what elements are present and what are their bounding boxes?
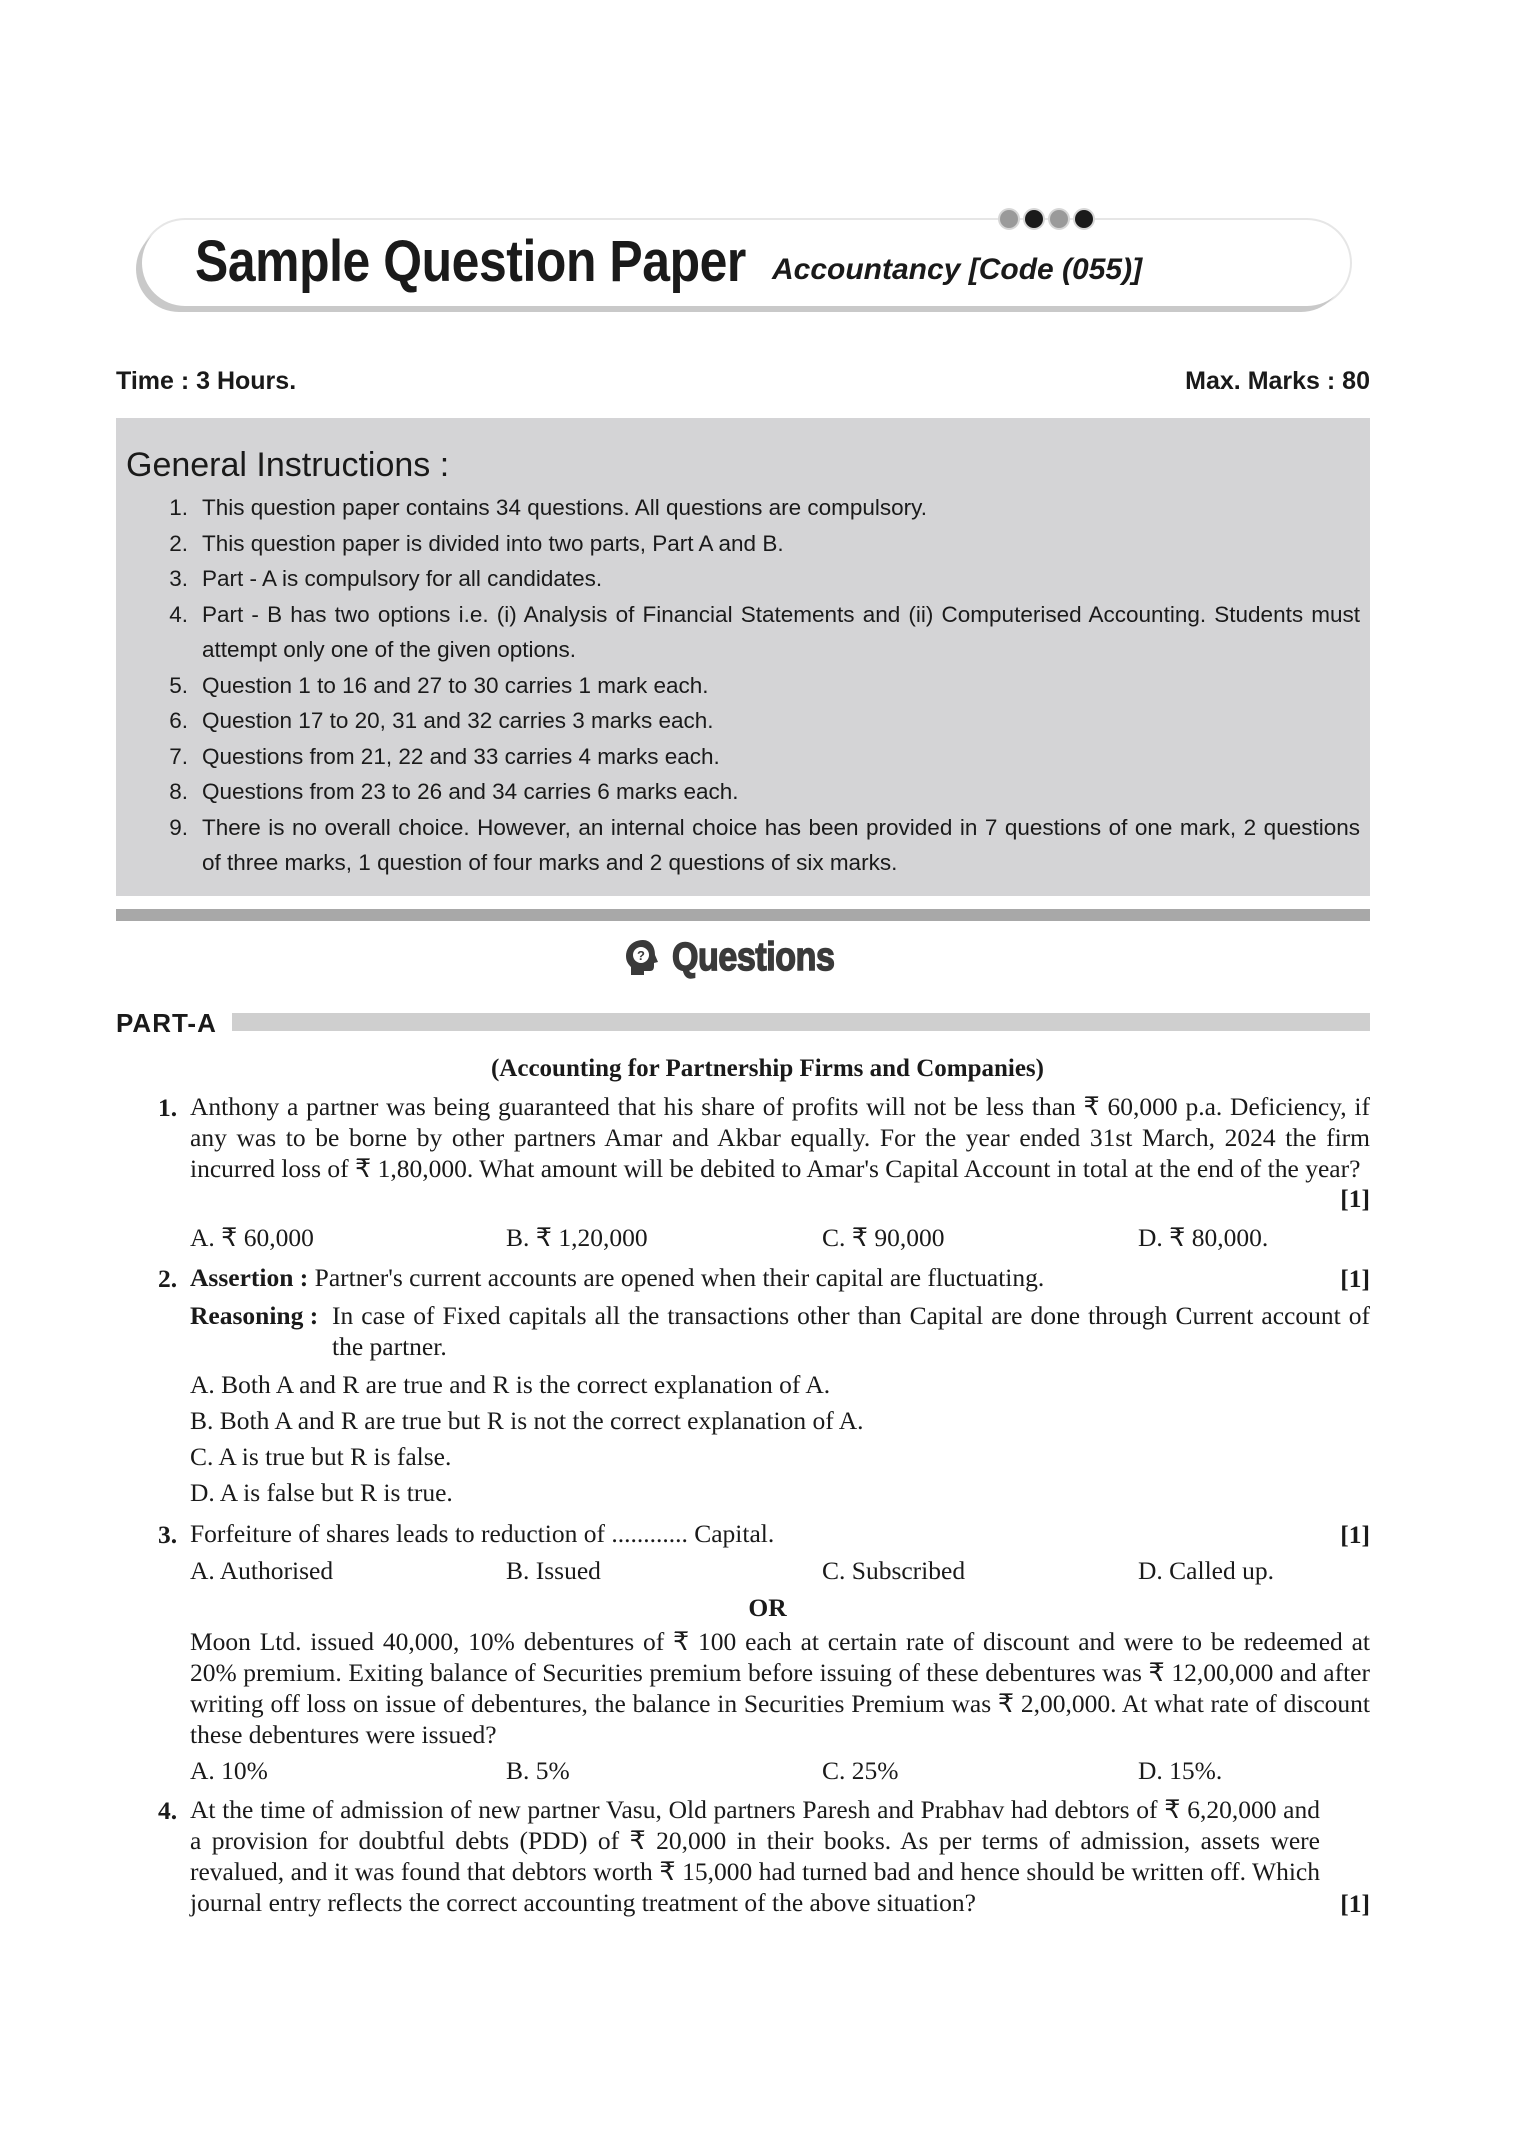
question-number: 2.: [158, 1264, 178, 1293]
banner-dots: [1000, 210, 1093, 228]
option-a: A. ₹ 60,000: [190, 1223, 314, 1252]
alternate-question-text: Moon Ltd. issued 40,000, 10% debentures of ₹ 100 each at certain rate of discount and were to be redeemed at 20% premium. Exiting balance of Securities premium before issuing of these debentures was ₹ 12,00,000 and after writing off loss on issue of debentures, the balance in Securities Premium was ₹ 2,00,000. At what rate of discount these debentures were issued?: [190, 1627, 1370, 1749]
part-a-label: PART-A: [116, 1008, 217, 1038]
question-mark: [1]: [1340, 1889, 1370, 1918]
questions-heading: [622, 935, 863, 980]
head-question-icon: [622, 937, 664, 979]
reasoning: In case of Fixed capitals all the transactions other than Capital are done through Current account of the partner.: [332, 1301, 1370, 1361]
reasoning-label: Reasoning :: [190, 1301, 319, 1330]
max-marks-label: Max. Marks : 80: [1185, 367, 1370, 395]
dot-icon: [1025, 210, 1043, 228]
page-subtitle: Accountancy [Code (055)]: [772, 253, 1143, 286]
option-d: D. ₹ 80,000.: [1138, 1223, 1269, 1252]
option-c: C. 25%: [822, 1756, 899, 1785]
list-item: 2. This question paper is divided into two parts, Part A and B.: [169, 530, 784, 556]
assertion: Assertion : Partner's current accounts are opened when their capital are fluctuating.: [190, 1263, 1045, 1292]
option-a: A. 10%: [190, 1756, 268, 1785]
option-b: B. Issued: [506, 1556, 601, 1585]
or-separator: OR: [748, 1593, 787, 1622]
list-item: 5. Question 1 to 16 and 27 to 30 carries 1 mark each.: [169, 672, 709, 698]
svg-text:?: ?: [637, 947, 645, 963]
section-heading: (Accounting for Partnership Firms and Companies): [490, 1055, 1044, 1082]
option-a: A. Both A and R are true and R is the correct explanation of A.: [190, 1370, 831, 1399]
option-c: C. Subscribed: [822, 1556, 966, 1585]
option-b: B. 5%: [506, 1756, 570, 1785]
list-item: 7. Questions from 21, 22 and 33 carries 4 marks each.: [169, 743, 720, 769]
list-item: 1. This question paper contains 34 questions. All questions are compulsory.: [169, 495, 927, 520]
question-text: Anthony a partner was being guaranteed that his share of profits will not be less than ₹ 60,000 p.a. Deficiency, if any was to be borne by other partners Amar and Akbar equally. For the year ended 31st March, 2024 the firm incurred loss of ₹ 1,80,000. What amount will be debited to Amar's Capital Account in total at the end of the year?: [190, 1092, 1370, 1183]
question-number: 3.: [158, 1520, 178, 1549]
dot-icon: [1050, 210, 1068, 228]
dot-icon: [1000, 210, 1018, 228]
question-mark: [1]: [1340, 1184, 1370, 1213]
divider: [116, 909, 1370, 921]
part-divider: [232, 1013, 1370, 1031]
option-b: B. Both A and R are true but R is not the correct explanation of A.: [190, 1406, 864, 1435]
instructions-list: [140, 490, 1360, 881]
list-item: 3. Part - A is compulsory for all candidates.: [169, 566, 603, 591]
list-item: 4. Part - B has two options i.e. (i) Analysis of Financial Statements and (ii) Computerised Accounting. Students must attempt only one of the given options.: [169, 601, 1360, 662]
option-d: D. Called up.: [1138, 1556, 1274, 1585]
page-title: Sample Question Paper: [195, 229, 746, 294]
questions-title: Questions: [672, 935, 835, 979]
list-item: 8. Questions from 23 to 26 and 34 carries 6 marks each.: [169, 779, 739, 804]
time-label: Time : 3 Hours.: [116, 367, 297, 395]
question-text: Forfeiture of shares leads to reduction of ............ Capital.: [190, 1519, 775, 1548]
list-item: 9. There is no overall choice. However, an internal choice has been provided in 7 questions of one mark, 2 questions of three marks, 1 question of four marks and 2 questions of six marks.: [169, 814, 1360, 875]
option-c: C. A is true but R is false.: [190, 1442, 452, 1471]
option-d: D. A is false but R is true.: [190, 1478, 453, 1507]
option-b: B. ₹ 1,20,000: [506, 1223, 648, 1252]
question-mark: [1]: [1340, 1264, 1370, 1293]
instructions-heading: General Instructions :: [126, 446, 450, 484]
dot-icon: [1075, 210, 1093, 228]
question-mark: [1]: [1340, 1520, 1370, 1549]
question-number: 4.: [158, 1796, 178, 1825]
question-number: 1.: [158, 1093, 178, 1122]
option-a: A. Authorised: [190, 1556, 334, 1585]
option-c: C. ₹ 90,000: [822, 1223, 945, 1252]
list-item: 6. Question 17 to 20, 31 and 32 carries 3 marks each.: [169, 708, 714, 733]
question-text: At the time of admission of new partner Vasu, Old partners Paresh and Prabhav had debtors of ₹ 6,20,000 and a provision for doubtful debts (PDD) of ₹ 20,000 in their books. As per terms of admission, assets were revalued, and it was found that debtors worth ₹ 15,000 had turned bad and hence should be written off. Which journal entry reflects the correct accounting treatment of the above situation?: [190, 1795, 1320, 1917]
option-d: D. 15%.: [1138, 1756, 1223, 1785]
